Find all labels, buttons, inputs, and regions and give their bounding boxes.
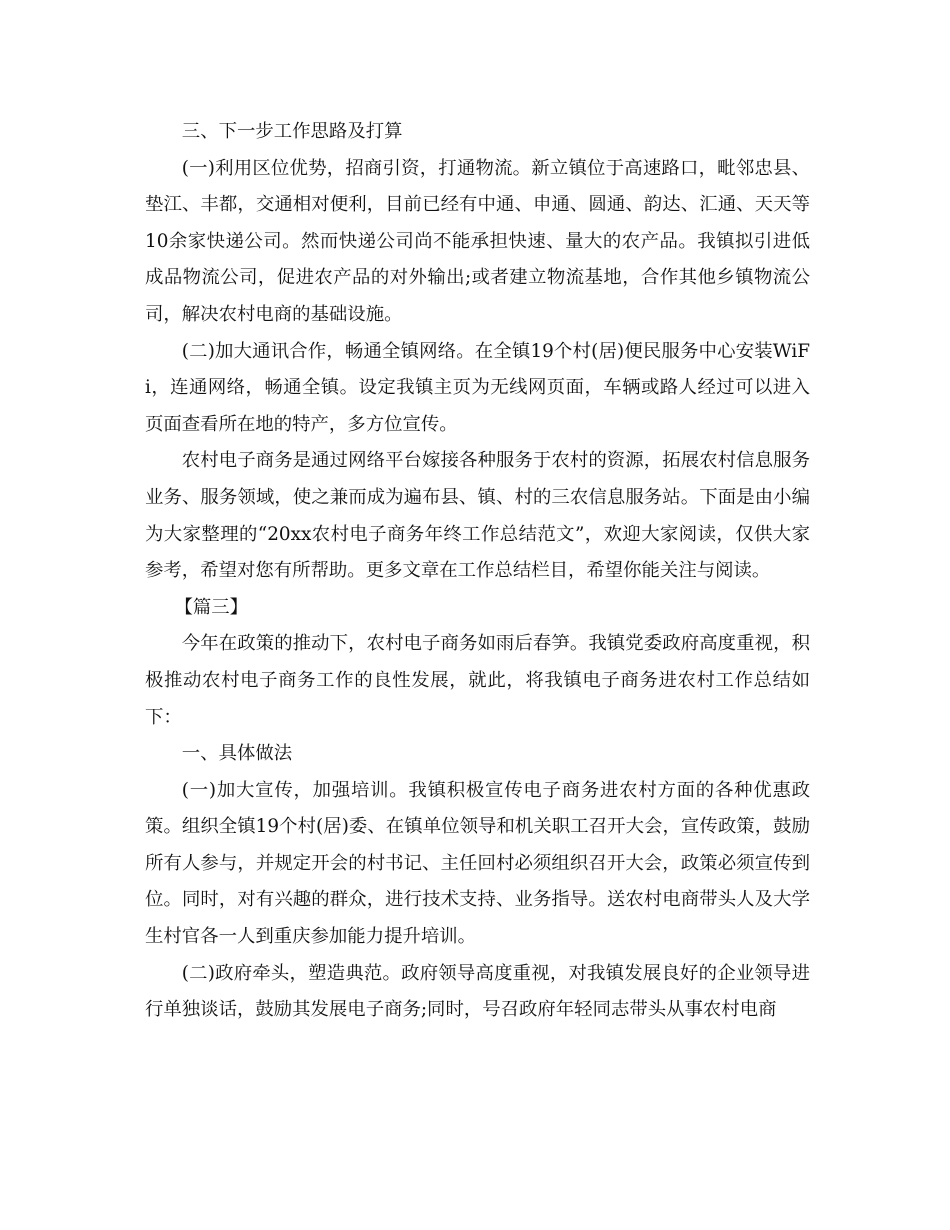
document-body (145, 114, 810, 1029)
paragraph-intro: 农村电子商务是通过网络平台嫁接各种服务于农村的资源，拓展农村信息服务业务、服务领域，使之兼而成为遍布县、镇、村的三农信息服务站。下面是由小编为大家整理的“20xx农村电子商务年终工作总结范文”，欢迎大家阅读，仅供大家参考，希望对您有所帮助。更多文章在工作总结栏目，希望你能关注与阅读。 (145, 450, 810, 582)
section-heading-methods: 一、具体做法 (181, 743, 293, 765)
paragraph-opening: 今年在政策的推动下，农村电子商务如雨后春笋。我镇党委政府高度重视，积极推动农村电子商务工作的良性发展，就此，将我镇电子商务进农村工作总结如下： (145, 633, 810, 728)
section-heading-next-steps: 三、下一步工作思路及打算 (181, 121, 403, 142)
paragraph-publicity-training: (一)加大宣传，加强培训。我镇积极宣传电子商务进农村方面的各种优惠政策。组织全镇19个村(居)委、在镇单位领导和机关职工召开大会，宣传政策，鼓励所有人参与，并规定开会的村书记、主任回村必须组织召开大会，政策必须宣传到位。同时，对有兴趣的群众，进行技术支持、业务指导。送农村电商带头人及大学生村官各一人到重庆参加能力提升培训。 (145, 779, 810, 948)
paragraph-government-lead: (二)政府牵头，塑造典范。政府领导高度重视，对我镇发展良好的企业领导进行单独谈话，鼓励其发展电子商务;同时，号召政府年轻同志带头从事农村电商 (145, 962, 810, 1021)
section-marker-part-three: 【篇三】 (174, 596, 249, 618)
paragraph-logistics: (一)利用区位优势，招商引资，打通物流。新立镇位于高速路口，毗邻忠县、垫江、丰都，交通相对便利，目前已经有中通、申通、圆通、韵达、汇通、天天等10余家快递公司。然而快递公司尚不能承担快速、量大的农产品。我镇拟引进低成品物流公司，促进农产品的对外输出;或者建立物流基地，合作其他乡镇物流公司，解决农村电商的基础设施。 (145, 157, 810, 325)
paragraph-network: (二)加大通讯合作，畅通全镇网络。在全镇19个村(居)便民服务中心安装WiFi，连通网络，畅通全镇。设定我镇主页为无线网页面，车辆或路人经过可以进入页面查看所在地的特产，多方位宣传。 (145, 340, 810, 435)
